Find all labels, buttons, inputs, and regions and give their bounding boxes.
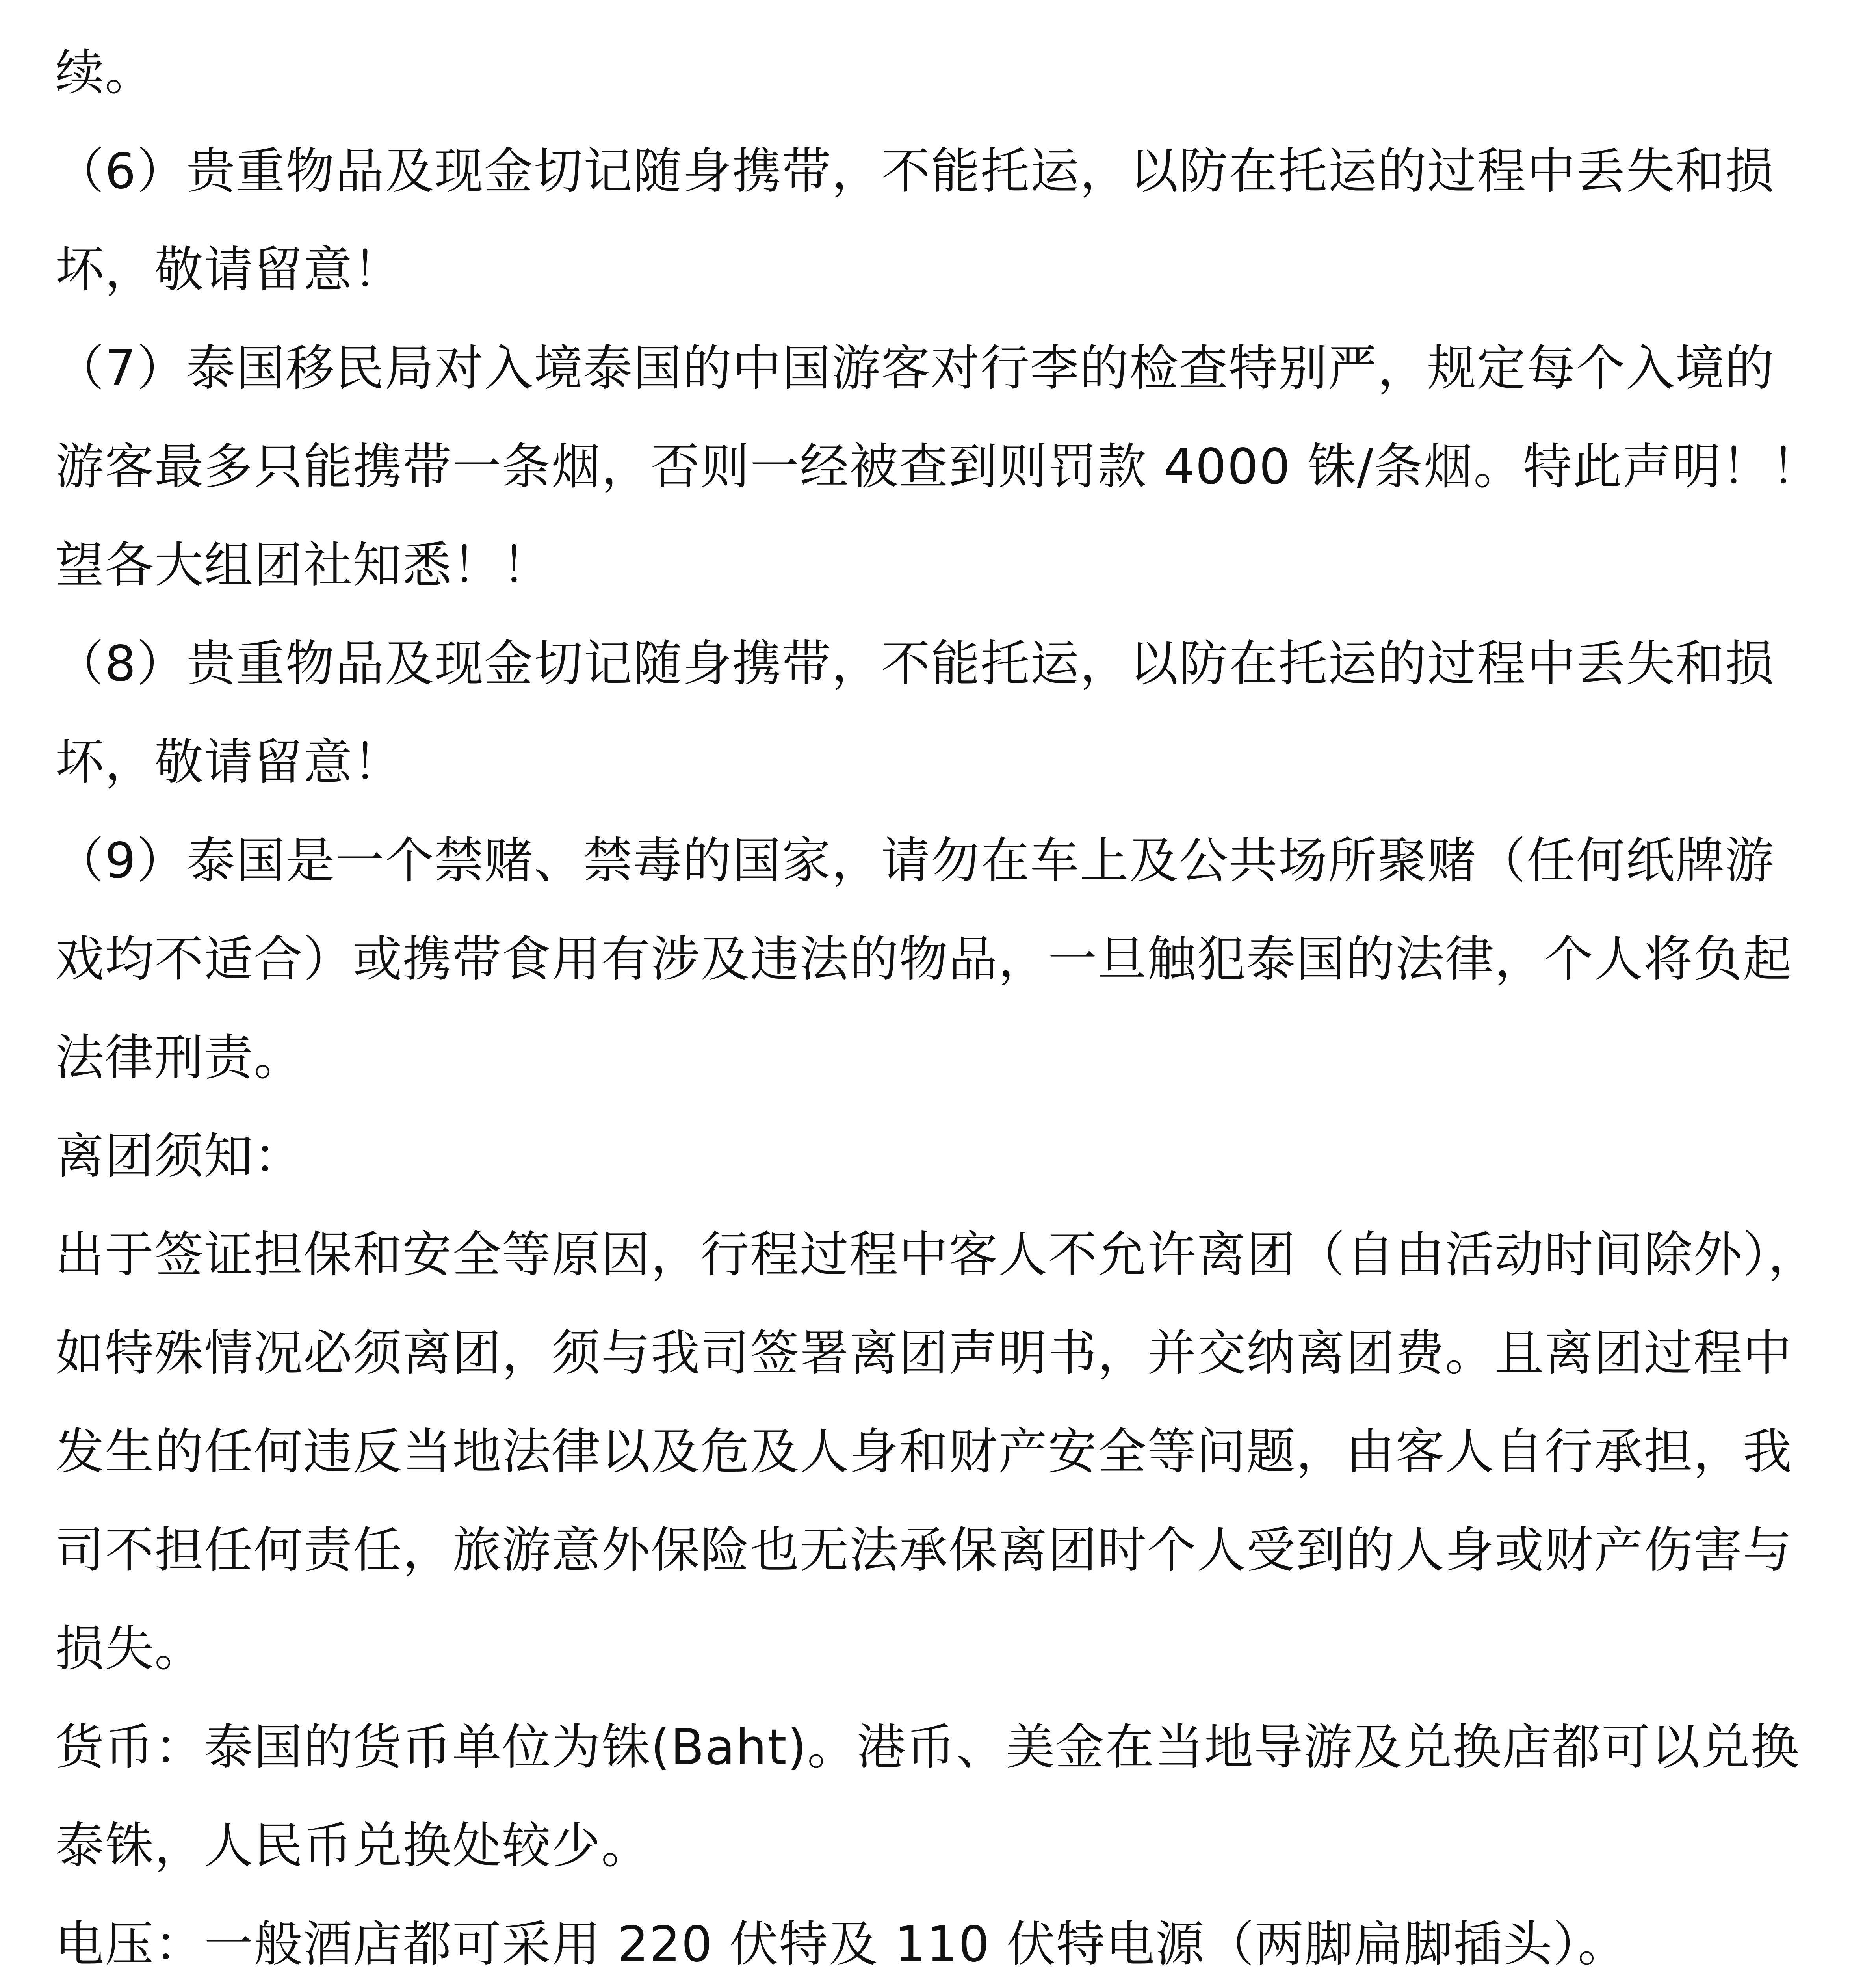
- document-body: [55, 24, 1821, 1970]
- text-line: 如特殊情况必须离团，须与我司签署离团声明书，并交纳离团费。且离团过程中: [55, 1325, 1793, 1382]
- text-line: 司不担任何责任，旅游意外保险也无法承保离团时个人受到的人身或财产伤害与: [55, 1522, 1793, 1579]
- text-line: （9）泰国是一个禁赌、禁毒的国家，请勿在车上及公共场所聚赌（任何纸牌游: [55, 833, 1775, 889]
- text-line: 游客最多只能携带一条烟，否则一经被查到则罚款 4000 铢/条烟。特此声明！！: [55, 439, 1821, 495]
- text-line: 望各大组团社知悉！！: [55, 537, 552, 594]
- text-line: 续。: [55, 45, 155, 101]
- text-line: （6）贵重物品及现金切记随身携带，不能托运，以防在托运的过程中丢失和损: [55, 143, 1775, 200]
- text-line: 坏，敬请留意！: [55, 242, 403, 298]
- text-line: 泰铢，人民币兑换处较少。: [55, 1818, 651, 1874]
- text-line: 损失。: [55, 1621, 204, 1677]
- text-line: 出于签证担保和安全等原因，行程过程中客人不允许离团（自由活动时间除外），: [55, 1227, 1818, 1283]
- text-line: 货币：泰国的货币单位为铢(Baht)。港币、美金在当地导游及兑换店都可以兑换: [55, 1719, 1800, 1776]
- text-line: 戏均不适合）或携带食用有涉及违法的物品，一旦触犯泰国的法律，个人将负起: [55, 931, 1793, 988]
- text-line: （7）泰国移民局对入境泰国的中国游客对行李的检查特别严，规定每个入境的: [55, 340, 1775, 397]
- text-line: 法律刑责。: [55, 1030, 304, 1086]
- section-heading: 离团须知：: [55, 1128, 304, 1185]
- text-line: 坏，敬请留意！: [55, 734, 403, 791]
- text-line: 发生的任何违反当地法律以及危及人身和财产安全等问题，由客人自行承担，我: [55, 1424, 1793, 1480]
- text-line: （8）贵重物品及现金切记随身携带，不能托运，以防在托运的过程中丢失和损: [55, 636, 1775, 692]
- text-line: 电压：一般酒店都可采用 220 伏特及 110 伏特电源（两脚扁脚插头）。: [55, 1916, 1628, 1970]
